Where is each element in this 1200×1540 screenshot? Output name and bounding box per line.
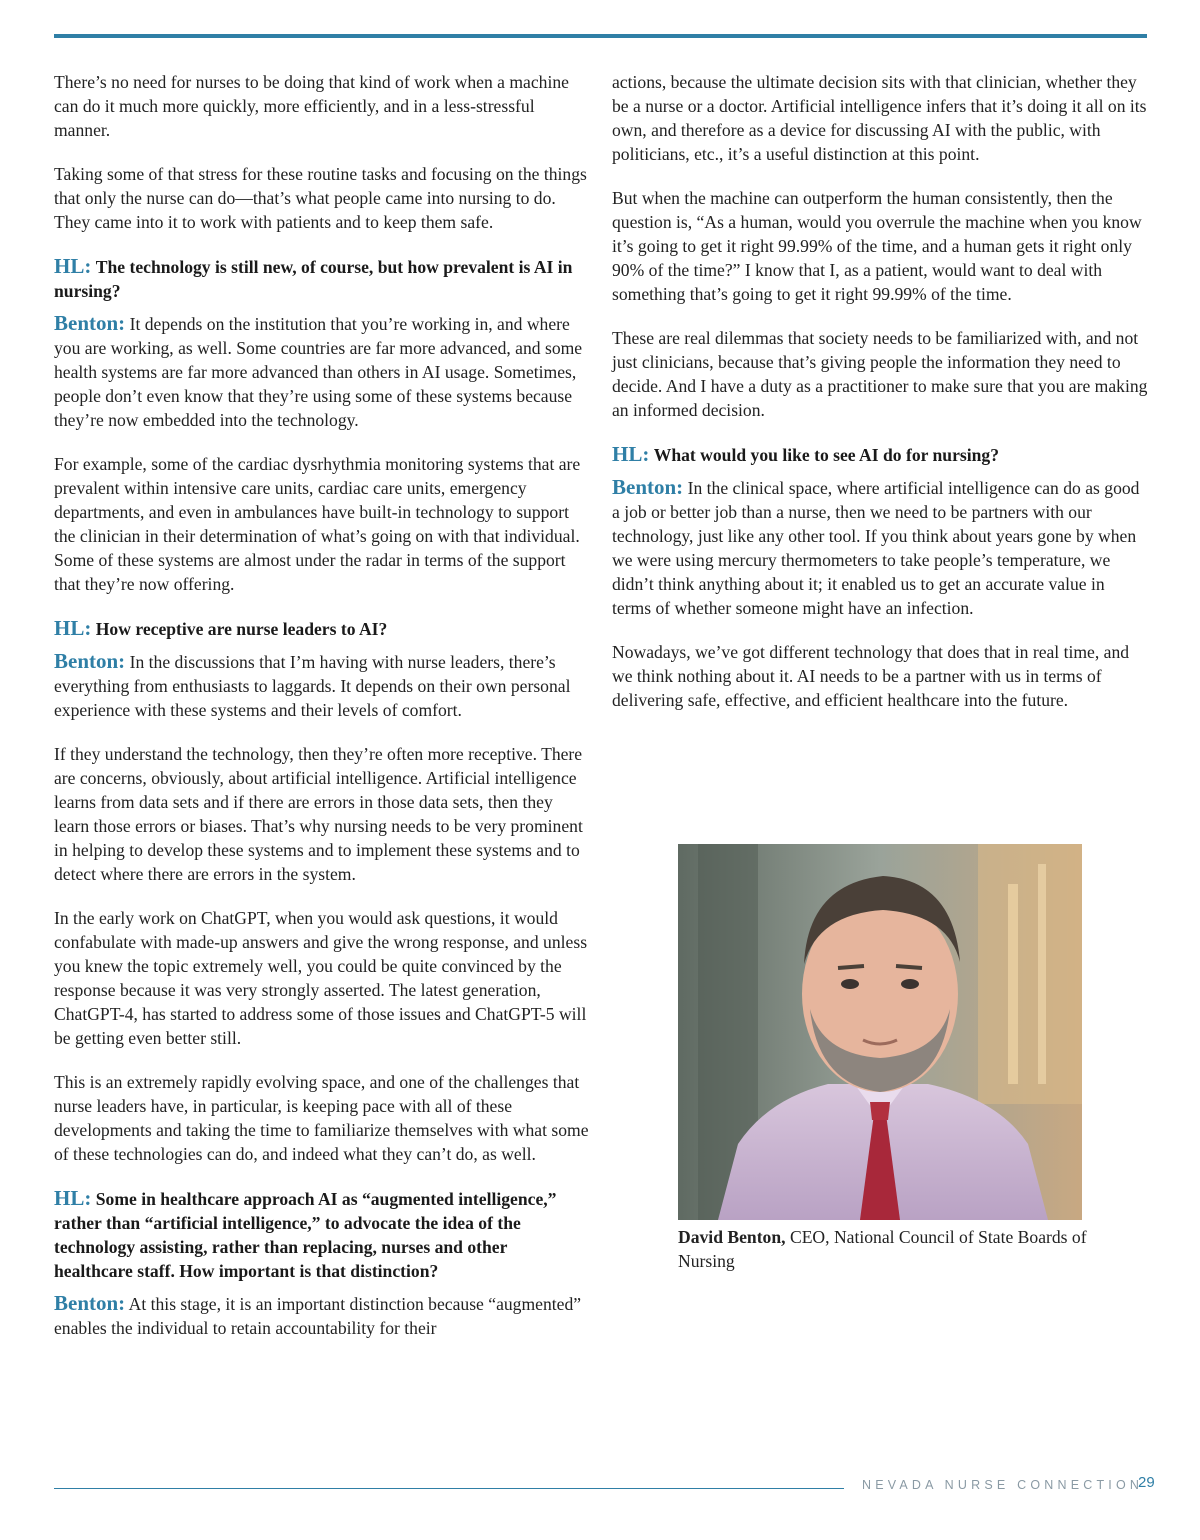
footer-rule — [54, 1488, 844, 1489]
caption-name: David Benton, — [678, 1227, 786, 1247]
answer-text: In the discussions that I’m having with nurse leaders, there’s everything from enthusiasts to laggards. It depends on their own personal experience with these systems and their levels of comfort. — [54, 652, 571, 720]
question-text: The technology is still new, of course, but how prevalent is AI in nursing? — [54, 257, 573, 301]
left-column — [54, 70, 590, 1360]
speaker-label: HL: — [54, 254, 92, 278]
top-rule — [54, 34, 1147, 38]
question-text: Some in healthcare approach AI as “augmented intelligence,” rather than “artificial intelligence,” to advocate the idea of the technology assisting, rather than replacing, nurses and other healthcare staff. How important is that distinction? — [54, 1189, 557, 1281]
speaker-label: HL: — [54, 1186, 92, 1210]
right-column — [612, 70, 1148, 732]
speaker-label: HL: — [612, 442, 650, 466]
body-paragraph: These are real dilemmas that society needs to be familiarized with, and not just clinicians, because that’s giving people the information they need to decide. And I have a duty as a practitioner to make sure that you are making an informed decision. — [612, 328, 1148, 420]
interview-question — [54, 1186, 590, 1283]
publication-name: NEVADA NURSE CONNECTION — [862, 1478, 1144, 1492]
interview-question — [612, 442, 1148, 467]
speaker-label: Benton: — [54, 1291, 126, 1315]
question-text: How receptive are nurse leaders to AI? — [95, 619, 388, 639]
question-text: What would you like to see AI do for nursing? — [653, 445, 1000, 465]
body-paragraph: There’s no need for nurses to be doing that kind of work when a machine can do it much more quickly, more efficiently, and in a less-stressful manner. — [54, 72, 569, 140]
portrait-photo — [678, 844, 1082, 1220]
body-paragraph: actions, because the ultimate decision sits with that clinician, whether they be a nurse or a doctor. Artificial intelligence infers that it’s doing it all on its own, and therefore as a device for discussing AI with the public, with politicians, etc., it’s a useful distinction at this point. — [612, 72, 1147, 164]
page-number: 29 — [1138, 1474, 1155, 1491]
body-paragraph: If they understand the technology, then they’re often more receptive. There are concerns, obviously, about artificial intelligence. Artificial intelligence learns from data sets and if there are errors in those data sets, then they learn those errors or biases. That’s why nursing needs to be very prominent in helping to develop these systems and to implement these systems and to detect where there are errors in the system. — [54, 744, 583, 884]
body-paragraph: Taking some of that stress for these routine tasks and focusing on the things that only the nurse can do—that’s what people came into nursing to do. They came into it to work with patients and to keep them safe. — [54, 164, 587, 232]
answer-text: In the clinical space, where artificial intelligence can do as good a job or better job than a nurse, then we need to be partners with our technology, just like any other tool. If you think about years gone by when we were using mercury thermometers to take people’s temperature, we didn’t think anything about it; it enabled us to get an accurate value in terms of whether someone might have an infection. — [612, 478, 1140, 618]
speaker-label: Benton: — [54, 311, 126, 335]
body-paragraph: In the early work on ChatGPT, when you would ask questions, it would confabulate with made-up answers and give the wrong response, and unless you knew the topic extremely well, you could be quite convinced by the response because it was very strongly asserted. The latest generation, ChatGPT-4, has started to address some of those issues and ChatGPT-5 will be getting even better still. — [54, 908, 588, 1048]
body-paragraph: Nowadays, we’ve got different technology that does that in real time, and we think nothing about it. AI needs to be a partner with us in terms of delivering safe, effective, and efficient healthcare into the future. — [612, 642, 1130, 710]
interview-answer — [54, 649, 590, 722]
speaker-label: HL: — [54, 616, 92, 640]
interview-answer — [612, 475, 1148, 620]
answer-text: It depends on the institution that you’re working in, and where you are working, as well. Some countries are far more advanced, and some health systems are far more advanced than others in AI usage. Sometimes, people don’t even know that they’re using some of these systems because they’re now embedded into the technology. — [54, 314, 583, 430]
answer-text: At this stage, it is an important distinction because “augmented” enables the individual to retain accountability for their — [54, 1294, 582, 1338]
body-paragraph: But when the machine can outperform the human consistently, then the question is, “As a human, would you overrule the machine when you know it’s going to get it right 99.99% of the time, and a human gets it right only 90% of the time?” I know that I, as a patient, would want to deal with something that’s going to get it right 99.99% of the time. — [612, 188, 1142, 304]
caption-title: CEO, National Council of State Boards of Nursing — [678, 1227, 1087, 1271]
speaker-label: Benton: — [612, 475, 684, 499]
interview-answer — [54, 1291, 590, 1340]
speaker-label: Benton: — [54, 649, 126, 673]
interview-question — [54, 254, 590, 303]
body-paragraph: This is an extremely rapidly evolving space, and one of the challenges that nurse leaders have, in particular, is keeping pace with all of these developments and taking the time to familiarize themselves with what some of these technologies can do, and indeed what they can’t do, as well. — [54, 1072, 589, 1164]
interview-question — [54, 616, 590, 641]
body-paragraph: For example, some of the cardiac dysrhythmia monitoring systems that are prevalent within intensive care units, cardiac care units, emergency departments, and even in ambulances have built-in technology to support the clinician in their determination of what’s going on with that individual. Some of these systems are almost under the radar in terms of the support that they’re now offering. — [54, 454, 581, 594]
interview-answer — [54, 311, 590, 432]
photo-caption — [678, 1225, 1098, 1273]
